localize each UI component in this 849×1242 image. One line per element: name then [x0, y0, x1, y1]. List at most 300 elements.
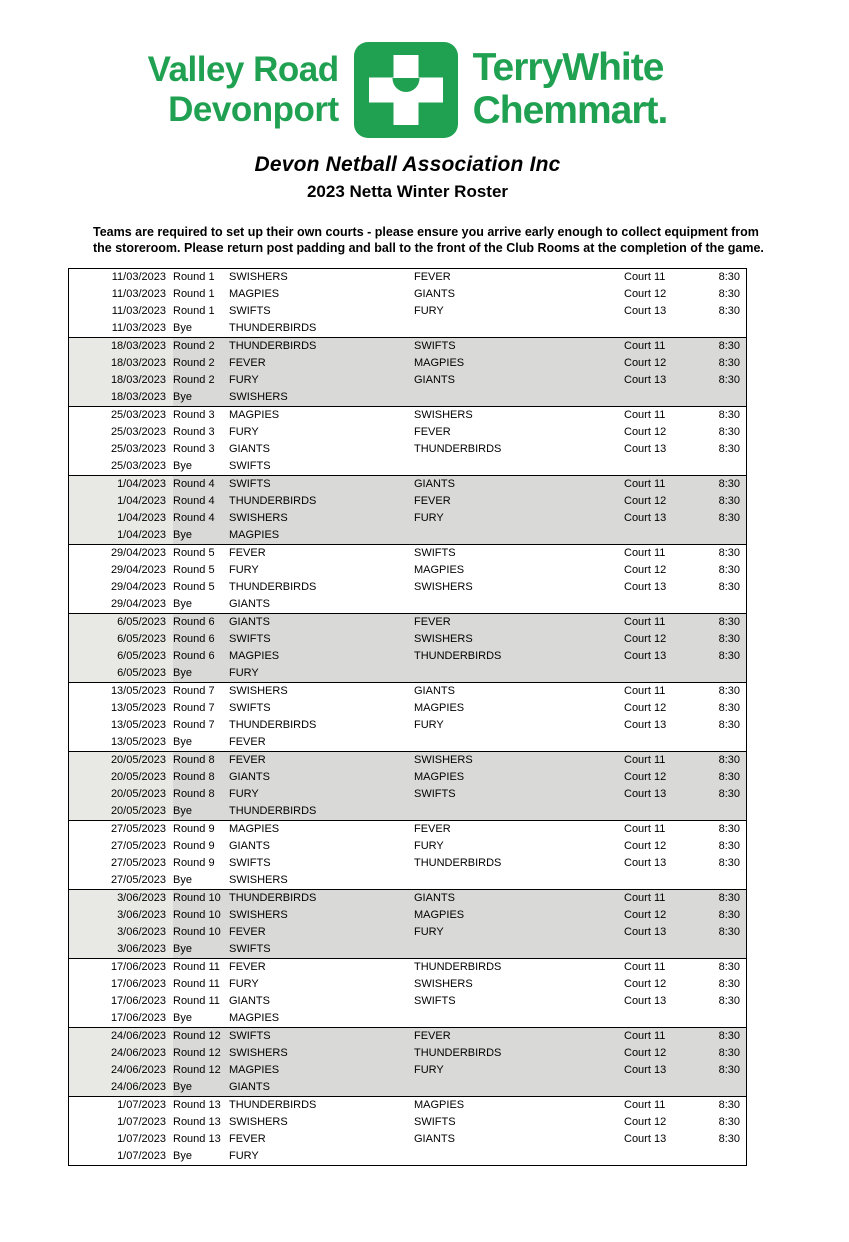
table-row [69, 1045, 746, 1062]
time-cell: 8:30 [718, 1047, 740, 1059]
round-block [69, 751, 746, 820]
round-cell: Round 7 [173, 702, 215, 714]
home-team-cell: MAGPIES [229, 288, 280, 300]
court-cell [624, 320, 694, 337]
date-cell: 29/04/2023 [110, 547, 166, 559]
time-cell [694, 320, 746, 337]
away-team-cell [414, 665, 624, 682]
table-row [69, 907, 746, 924]
court-cell [624, 1148, 694, 1165]
table-row [69, 579, 746, 596]
table-row [69, 320, 746, 337]
date-cell: 6/05/2023 [69, 614, 173, 631]
court-cell: Court 12 [624, 771, 667, 783]
round-cell: Round 10 [173, 926, 221, 938]
court-cell: Court 13 [624, 650, 667, 662]
away-team-cell [414, 941, 624, 958]
home-team-cell: FURY [229, 1150, 259, 1162]
round-cell: Round 2 [173, 357, 215, 369]
court-cell [624, 527, 694, 544]
home-team-cell: THUNDERBIRDS [229, 805, 317, 817]
home-team-cell: SWISHERS [229, 391, 288, 403]
pharmacy-logo [68, 42, 747, 138]
date-cell: 11/03/2023 [111, 305, 166, 317]
round-cell: Round 6 [173, 616, 215, 628]
table-row [69, 993, 746, 1010]
time-cell: 8:30 [718, 650, 740, 662]
date-cell: 25/03/2023 [110, 409, 166, 421]
round-cell: Round 3 [173, 409, 215, 421]
away-team-cell [414, 458, 624, 475]
logo-brand-line1: TerryWhite [472, 46, 664, 90]
date-cell: 24/06/2023 [69, 1045, 173, 1062]
logo-brand-name [473, 47, 668, 133]
court-cell: Court 13 [624, 995, 667, 1007]
table-row [69, 838, 746, 855]
away-team-cell [414, 1010, 624, 1027]
table-row [69, 286, 746, 303]
round-cell: Round 8 [173, 771, 215, 783]
court-cell [624, 389, 694, 406]
court-cell: Court 11 [624, 340, 666, 352]
home-team-cell: MAGPIES [229, 1064, 280, 1076]
time-cell: 8:30 [718, 478, 740, 490]
table-row [69, 803, 746, 820]
time-cell: 8:30 [718, 633, 740, 645]
home-team-cell: SWIFTS [229, 943, 271, 955]
date-cell: 3/06/2023 [69, 941, 173, 958]
away-team-cell: FEVER [414, 616, 451, 628]
round-cell: Round 12 [173, 1064, 221, 1076]
logo-store-line2: Devonport [168, 90, 339, 129]
home-team-cell: MAGPIES [229, 409, 280, 421]
round-cell: Round 10 [173, 909, 221, 921]
home-team-cell: SWISHERS [229, 685, 288, 697]
home-team-cell: MAGPIES [229, 1012, 280, 1024]
table-row [69, 458, 746, 475]
round-cell: Bye [173, 1012, 192, 1024]
court-cell: Court 11 [624, 409, 666, 421]
time-cell: 8:30 [718, 1116, 740, 1128]
date-cell: 25/03/2023 [110, 426, 166, 438]
time-cell: 8:30 [718, 702, 740, 714]
time-cell: 8:30 [718, 1030, 740, 1042]
round-block [69, 337, 746, 406]
home-team-cell: SWIFTS [229, 478, 271, 490]
home-team-cell: FURY [229, 667, 259, 679]
court-cell [624, 941, 694, 958]
court-cell: Court 12 [624, 909, 667, 921]
round-cell: Round 4 [173, 512, 215, 524]
home-team-cell: FEVER [229, 754, 266, 766]
home-team-cell: SWIFTS [229, 633, 271, 645]
court-cell: Court 11 [624, 478, 666, 490]
table-row [69, 924, 746, 941]
court-cell: Court 13 [624, 374, 667, 386]
away-team-cell: MAGPIES [414, 357, 465, 369]
date-cell: 20/05/2023 [69, 752, 173, 769]
time-cell [694, 803, 746, 820]
time-cell: 8:30 [718, 443, 740, 455]
round-cell: Bye [173, 736, 192, 748]
home-team-cell: THUNDERBIRDS [229, 581, 317, 593]
round-cell: Bye [173, 805, 192, 817]
date-cell: 17/06/2023 [110, 961, 166, 973]
page [68, 42, 764, 1166]
date-cell: 27/05/2023 [110, 874, 166, 886]
round-block [69, 958, 746, 1027]
date-cell: 1/07/2023 [117, 1116, 166, 1128]
time-cell: 8:30 [718, 374, 740, 386]
round-cell: Round 4 [173, 478, 215, 490]
away-team-cell: SWISHERS [414, 754, 473, 766]
away-team-cell: MAGPIES [414, 909, 465, 921]
home-team-cell: THUNDERBIRDS [229, 892, 317, 904]
round-cell: Round 2 [173, 374, 215, 386]
home-team-cell: FURY [229, 564, 259, 576]
round-cell: Round 1 [173, 271, 215, 283]
time-cell [694, 1148, 746, 1165]
home-team-cell: SWIFTS [229, 1030, 271, 1042]
away-team-cell: SWIFTS [414, 340, 456, 352]
time-cell: 8:30 [718, 771, 740, 783]
table-row [69, 959, 746, 976]
away-team-cell: SWIFTS [414, 788, 456, 800]
home-team-cell: GIANTS [229, 1081, 270, 1093]
home-team-cell: FEVER [229, 1133, 266, 1145]
date-cell: 3/06/2023 [69, 924, 173, 941]
home-team-cell: SWISHERS [229, 1047, 288, 1059]
court-cell: Court 11 [624, 892, 666, 904]
court-cell: Court 13 [624, 926, 667, 938]
away-team-cell: THUNDERBIRDS [414, 857, 502, 869]
away-team-cell: FEVER [414, 1030, 451, 1042]
logo-store-line1: Valley Road [147, 50, 339, 90]
table-row [69, 372, 746, 389]
table-row [69, 441, 746, 458]
court-cell: Court 11 [624, 961, 666, 973]
round-cell: Bye [173, 1150, 192, 1162]
date-cell: 1/07/2023 [117, 1150, 166, 1162]
time-cell: 8:30 [718, 754, 740, 766]
table-row [69, 269, 746, 286]
date-cell: 11/03/2023 [111, 271, 166, 283]
court-cell: Court 11 [624, 547, 666, 559]
court-cell: Court 11 [624, 616, 666, 628]
time-cell [694, 389, 746, 406]
away-team-cell: SWISHERS [414, 409, 473, 421]
date-cell: 3/06/2023 [69, 890, 173, 907]
court-cell: Court 13 [624, 443, 667, 455]
court-cell: Court 12 [624, 702, 667, 714]
court-cell: Court 12 [624, 564, 667, 576]
date-cell: 29/04/2023 [110, 581, 166, 593]
court-cell [624, 1079, 694, 1096]
time-cell: 8:30 [718, 288, 740, 300]
date-cell: 24/06/2023 [69, 1062, 173, 1079]
table-row [69, 1097, 746, 1114]
date-cell: 1/04/2023 [69, 527, 173, 544]
time-cell: 8:30 [718, 271, 740, 283]
away-team-cell: SWIFTS [414, 1116, 456, 1128]
home-team-cell: FURY [229, 374, 259, 386]
time-cell [694, 941, 746, 958]
away-team-cell [414, 872, 624, 889]
round-cell: Round 11 [173, 961, 220, 973]
home-team-cell: FURY [229, 788, 259, 800]
home-team-cell: SWIFTS [229, 702, 271, 714]
table-row [69, 717, 746, 734]
round-cell: Bye [173, 874, 192, 886]
date-cell: 3/06/2023 [69, 907, 173, 924]
away-team-cell [414, 803, 624, 820]
home-team-cell: FEVER [229, 926, 266, 938]
court-cell [624, 803, 694, 820]
court-cell: Court 12 [624, 357, 667, 369]
date-cell: 18/03/2023 [69, 372, 173, 389]
date-cell: 1/07/2023 [117, 1133, 166, 1145]
round-cell: Bye [173, 1081, 192, 1093]
time-cell: 8:30 [718, 823, 740, 835]
table-row [69, 338, 746, 355]
time-cell: 8:30 [718, 581, 740, 593]
date-cell: 18/03/2023 [69, 355, 173, 372]
date-cell: 17/06/2023 [110, 1012, 166, 1024]
table-row [69, 614, 746, 631]
court-cell: Court 12 [624, 288, 667, 300]
round-cell: Bye [173, 529, 192, 541]
table-row [69, 683, 746, 700]
away-team-cell: THUNDERBIRDS [414, 443, 502, 455]
away-team-cell: GIANTS [414, 1133, 455, 1145]
table-row [69, 821, 746, 838]
table-row [69, 648, 746, 665]
away-team-cell: GIANTS [414, 478, 455, 490]
away-team-cell: GIANTS [414, 685, 455, 697]
court-cell: Court 13 [624, 719, 667, 731]
date-cell: 24/06/2023 [69, 1079, 173, 1096]
date-cell: 18/03/2023 [69, 338, 173, 355]
away-team-cell: FURY [414, 305, 444, 317]
setup-notice [68, 225, 764, 256]
court-cell: Court 11 [624, 1030, 666, 1042]
date-cell: 1/04/2023 [69, 510, 173, 527]
away-team-cell: GIANTS [414, 288, 455, 300]
table-row [69, 976, 746, 993]
court-cell [624, 734, 694, 751]
round-cell: Bye [173, 598, 192, 610]
court-cell [624, 872, 694, 889]
home-team-cell: THUNDERBIRDS [229, 495, 317, 507]
round-cell: Round 9 [173, 857, 215, 869]
court-cell: Court 13 [624, 857, 667, 869]
away-team-cell: SWISHERS [414, 978, 473, 990]
time-cell: 8:30 [718, 926, 740, 938]
time-cell: 8:30 [718, 857, 740, 869]
round-block [69, 820, 746, 889]
home-team-cell: MAGPIES [229, 650, 280, 662]
table-row [69, 769, 746, 786]
pharmacy-cross-icon [354, 42, 458, 138]
away-team-cell: FEVER [414, 426, 451, 438]
home-team-cell: GIANTS [229, 616, 270, 628]
home-team-cell: THUNDERBIRDS [229, 340, 317, 352]
table-row [69, 389, 746, 406]
table-row [69, 1062, 746, 1079]
home-team-cell: GIANTS [229, 598, 270, 610]
date-cell: 1/04/2023 [69, 493, 173, 510]
round-block [69, 682, 746, 751]
time-cell: 8:30 [718, 564, 740, 576]
date-cell: 13/05/2023 [110, 719, 166, 731]
table-row [69, 872, 746, 889]
away-team-cell: SWISHERS [414, 581, 473, 593]
table-row [69, 941, 746, 958]
court-cell: Court 13 [624, 788, 667, 800]
round-cell: Round 2 [173, 340, 215, 352]
round-cell: Round 8 [173, 788, 215, 800]
court-cell: Court 11 [624, 685, 666, 697]
home-team-cell: FEVER [229, 547, 266, 559]
page-title: Devon Netball Association Inc [254, 153, 561, 176]
date-cell: 1/04/2023 [69, 476, 173, 493]
date-cell: 6/05/2023 [69, 631, 173, 648]
round-cell: Round 3 [173, 426, 215, 438]
home-team-cell: SWISHERS [229, 909, 288, 921]
time-cell: 8:30 [718, 840, 740, 852]
home-team-cell: THUNDERBIRDS [229, 322, 317, 334]
logo-brand-line2: Chemmart. [472, 89, 668, 132]
table-row [69, 493, 746, 510]
round-cell: Round 5 [173, 564, 215, 576]
round-cell: Bye [173, 943, 192, 955]
home-team-cell: SWIFTS [229, 305, 271, 317]
court-cell: Court 13 [624, 1064, 667, 1076]
round-cell: Round 6 [173, 633, 215, 645]
court-cell: Court 13 [624, 512, 667, 524]
round-cell: Round 13 [173, 1099, 221, 1111]
home-team-cell: SWISHERS [229, 271, 288, 283]
away-team-cell: MAGPIES [414, 702, 465, 714]
table-row [69, 562, 746, 579]
date-cell: 27/05/2023 [110, 857, 166, 869]
round-block [69, 475, 746, 544]
time-cell: 8:30 [718, 495, 740, 507]
away-team-cell: GIANTS [414, 892, 455, 904]
court-cell: Court 13 [624, 305, 667, 317]
away-team-cell [414, 596, 624, 613]
home-team-cell: SWIFTS [229, 857, 271, 869]
round-cell: Round 12 [173, 1047, 221, 1059]
round-cell: Round 12 [173, 1030, 221, 1042]
table-row [69, 855, 746, 872]
home-team-cell: FURY [229, 978, 259, 990]
away-team-cell: GIANTS [414, 374, 455, 386]
round-cell: Round 1 [173, 305, 215, 317]
court-cell [624, 596, 694, 613]
home-team-cell: MAGPIES [229, 529, 280, 541]
home-team-cell: THUNDERBIRDS [229, 719, 317, 731]
date-cell: 24/06/2023 [69, 1028, 173, 1045]
away-team-cell: FEVER [414, 495, 451, 507]
home-team-cell: SWISHERS [229, 874, 288, 886]
court-cell: Court 12 [624, 1116, 667, 1128]
court-cell: Court 11 [624, 754, 666, 766]
round-cell: Round 11 [173, 978, 220, 990]
table-row [69, 545, 746, 562]
table-row [69, 1148, 746, 1165]
round-block [69, 269, 746, 337]
time-cell [694, 527, 746, 544]
time-cell [694, 458, 746, 475]
court-cell: Court 12 [624, 495, 667, 507]
away-team-cell: MAGPIES [414, 1099, 465, 1111]
round-block [69, 544, 746, 613]
time-cell [694, 596, 746, 613]
table-row [69, 1028, 746, 1045]
home-team-cell: FEVER [229, 736, 266, 748]
round-block [69, 613, 746, 682]
round-cell: Bye [173, 667, 192, 679]
time-cell: 8:30 [718, 357, 740, 369]
court-cell: Court 12 [624, 840, 667, 852]
table-row [69, 510, 746, 527]
table-row [69, 424, 746, 441]
away-team-cell: FURY [414, 719, 444, 731]
round-cell: Round 5 [173, 581, 215, 593]
round-cell: Bye [173, 460, 192, 472]
date-cell: 13/05/2023 [110, 702, 166, 714]
away-team-cell: SWISHERS [414, 633, 473, 645]
home-team-cell: MAGPIES [229, 823, 280, 835]
date-cell: 6/05/2023 [69, 665, 173, 682]
time-cell: 8:30 [718, 409, 740, 421]
round-cell: Bye [173, 322, 192, 334]
round-cell: Round 11 [173, 995, 220, 1007]
court-cell [624, 1010, 694, 1027]
time-cell: 8:30 [718, 616, 740, 628]
away-team-cell: SWIFTS [414, 995, 456, 1007]
time-cell: 8:30 [718, 340, 740, 352]
date-cell: 1/07/2023 [117, 1099, 166, 1111]
home-team-cell: GIANTS [229, 840, 270, 852]
away-team-cell: MAGPIES [414, 771, 465, 783]
court-cell: Court 12 [624, 978, 667, 990]
page-subtitle: 2023 Netta Winter Roster [306, 182, 509, 201]
table-row [69, 303, 746, 320]
table-row [69, 1010, 746, 1027]
court-cell: Court 13 [624, 581, 667, 593]
date-cell: 13/05/2023 [110, 685, 166, 697]
away-team-cell [414, 320, 624, 337]
round-cell: Round 10 [173, 892, 221, 904]
date-cell: 11/03/2023 [111, 322, 166, 334]
away-team-cell [414, 1148, 624, 1165]
date-cell: 20/05/2023 [69, 769, 173, 786]
date-cell: 25/03/2023 [110, 443, 166, 455]
time-cell [694, 872, 746, 889]
court-cell [624, 458, 694, 475]
round-cell: Round 5 [173, 547, 215, 559]
away-team-cell: FURY [414, 1064, 444, 1076]
away-team-cell: MAGPIES [414, 564, 465, 576]
date-cell: 6/05/2023 [69, 648, 173, 665]
away-team-cell: FURY [414, 926, 444, 938]
time-cell: 8:30 [718, 909, 740, 921]
date-cell: 18/03/2023 [69, 389, 173, 406]
time-cell [694, 665, 746, 682]
round-block [69, 406, 746, 475]
